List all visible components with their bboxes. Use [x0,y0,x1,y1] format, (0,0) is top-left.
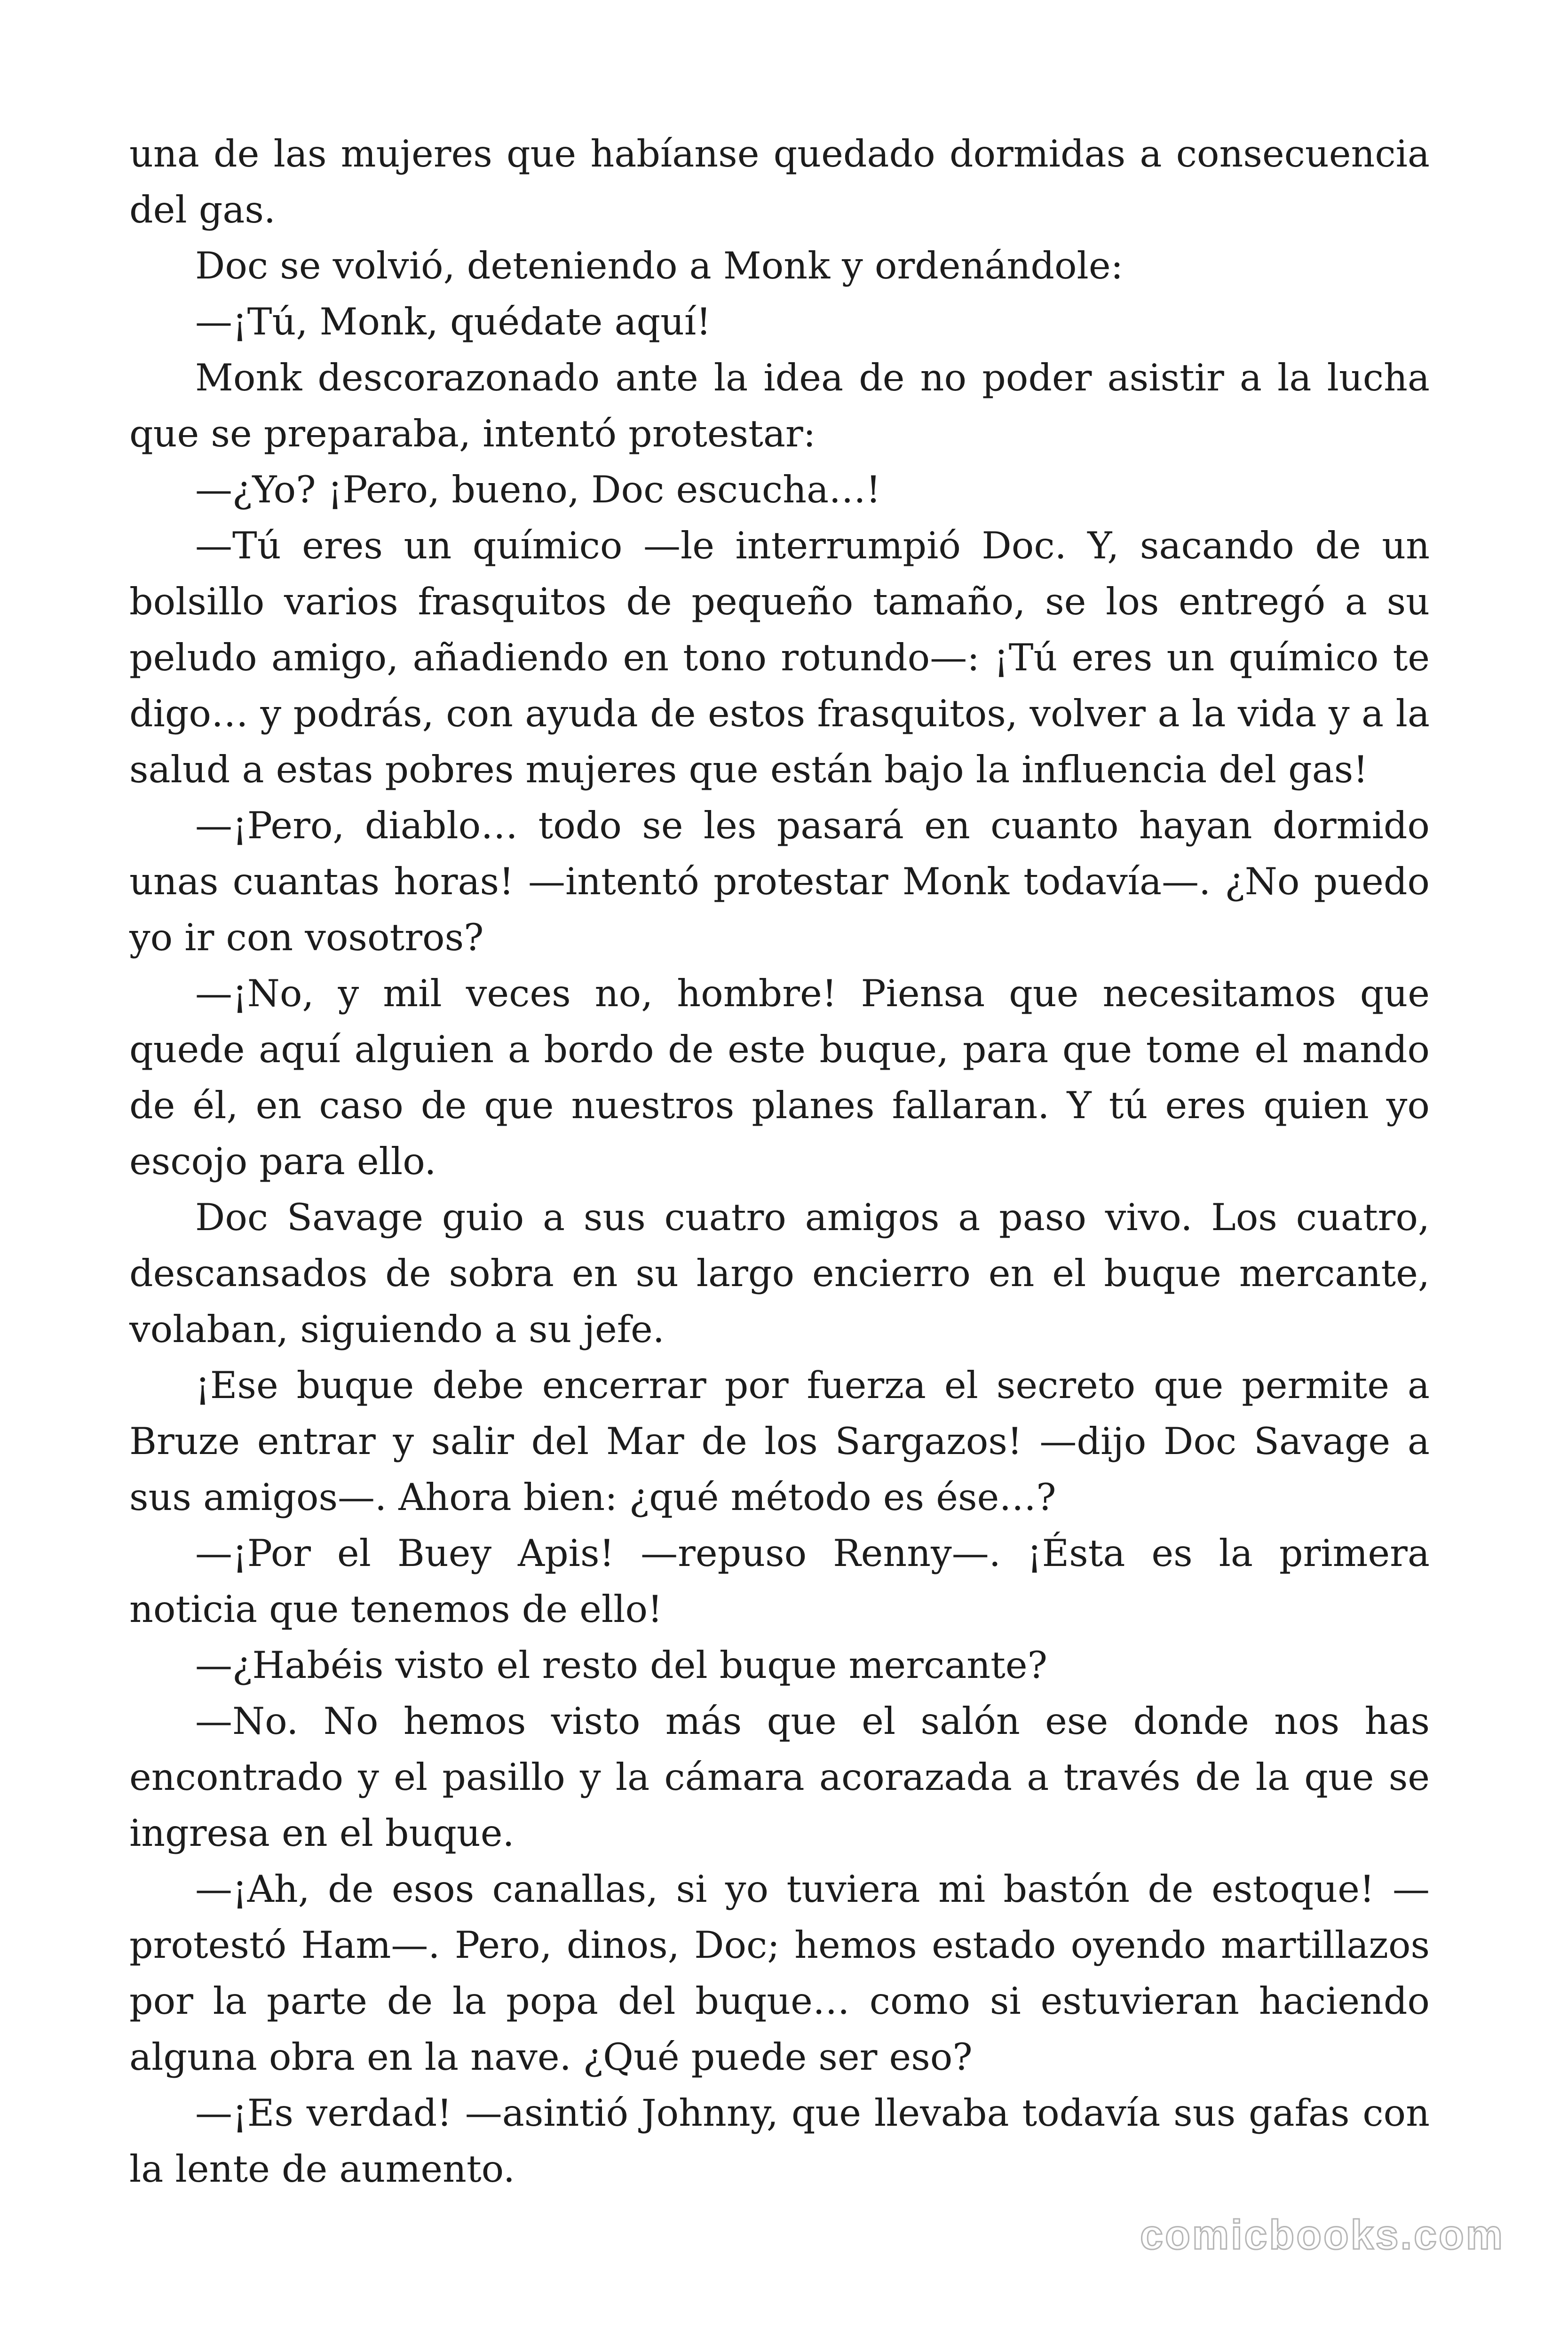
paragraph: —¡No, y mil veces no, hombre! Piensa que necesitamos que quede aquí alguien a bordo de este buque, para que tome el mando de él, en caso de que nuestros planes fallaran. Y tú eres quien yo escojo para ello. [129,972,1430,1183]
paragraph: —¡Ah, de esos canallas, si yo tuviera mi bastón de estoque! —protestó Ham—. Pero, dinos, Doc; hemos estado oyendo martillazos por la parte de la popa del buque… como si estuvieran haciendo alguna obra en la nave. ¿Qué puede ser eso? [129,1867,1430,2079]
paragraph: —¿Habéis visto el resto del buque mercante? [195,1644,1048,1687]
paragraph: —¡Es verdad! —asintió Johnny, que llevaba todavía sus gafas con la lente de aumento. [129,2091,1430,2191]
paragraph: —¿Yo? ¡Pero, bueno, Doc escucha…! [195,468,881,511]
paragraph: Doc Savage guio a sus cuatro amigos a paso vivo. Los cuatro, descansados de sobra en su largo encierro en el buque mercante, volaban, siguiendo a su jefe. [129,1196,1430,1351]
paragraph: Monk descorazonado ante la idea de no poder asistir a la lucha que se preparaba, intentó protestar: [129,356,1430,455]
paragraph: —¡Pero, diablo… todo se les pasará en cuanto hayan dormido unas cuantas horas! —intentó protestar Monk todavía—. ¿No puedo yo ir con vosotros? [129,804,1430,959]
paragraph: una de las mujeres que habíanse quedado dormidas a consecuencia del gas. [129,132,1430,231]
watermark: comicbooks.com [1140,2211,1505,2258]
paragraph: Doc se volvió, deteniendo a Monk y ordenándole: [195,244,1124,287]
page-body [129,126,1430,2197]
paragraph: —¡Por el Buey Apis! —repuso Renny—. ¡Ésta es la primera noticia que tenemos de ello! [129,1532,1430,1631]
paragraph: —¡Tú, Monk, quédate aquí! [195,300,712,343]
paragraph: —No. No hemos visto más que el salón ese donde nos has encontrado y el pasillo y la cámara acorazada a través de la que se ingresa en el buque. [129,1700,1430,1855]
paragraph: ¡Ese buque debe encerrar por fuerza el secreto que permite a Bruze entrar y salir del Mar de los Sargazos! —dijo Doc Savage a sus amigos—. Ahora bien: ¿qué método es ése…? [129,1364,1430,1519]
paragraph: —Tú eres un químico —le interrumpió Doc. Y, sacando de un bolsillo varios frasquitos de pequeño tamaño, se los entregó a su peludo amigo, añadiendo en tono rotundo—: ¡Tú eres un químico te digo… y podrás, con ayuda de estos frasquitos, volver a la vida y a la salud a estas pobres mujeres que están bajo la influencia del gas! [129,524,1430,791]
